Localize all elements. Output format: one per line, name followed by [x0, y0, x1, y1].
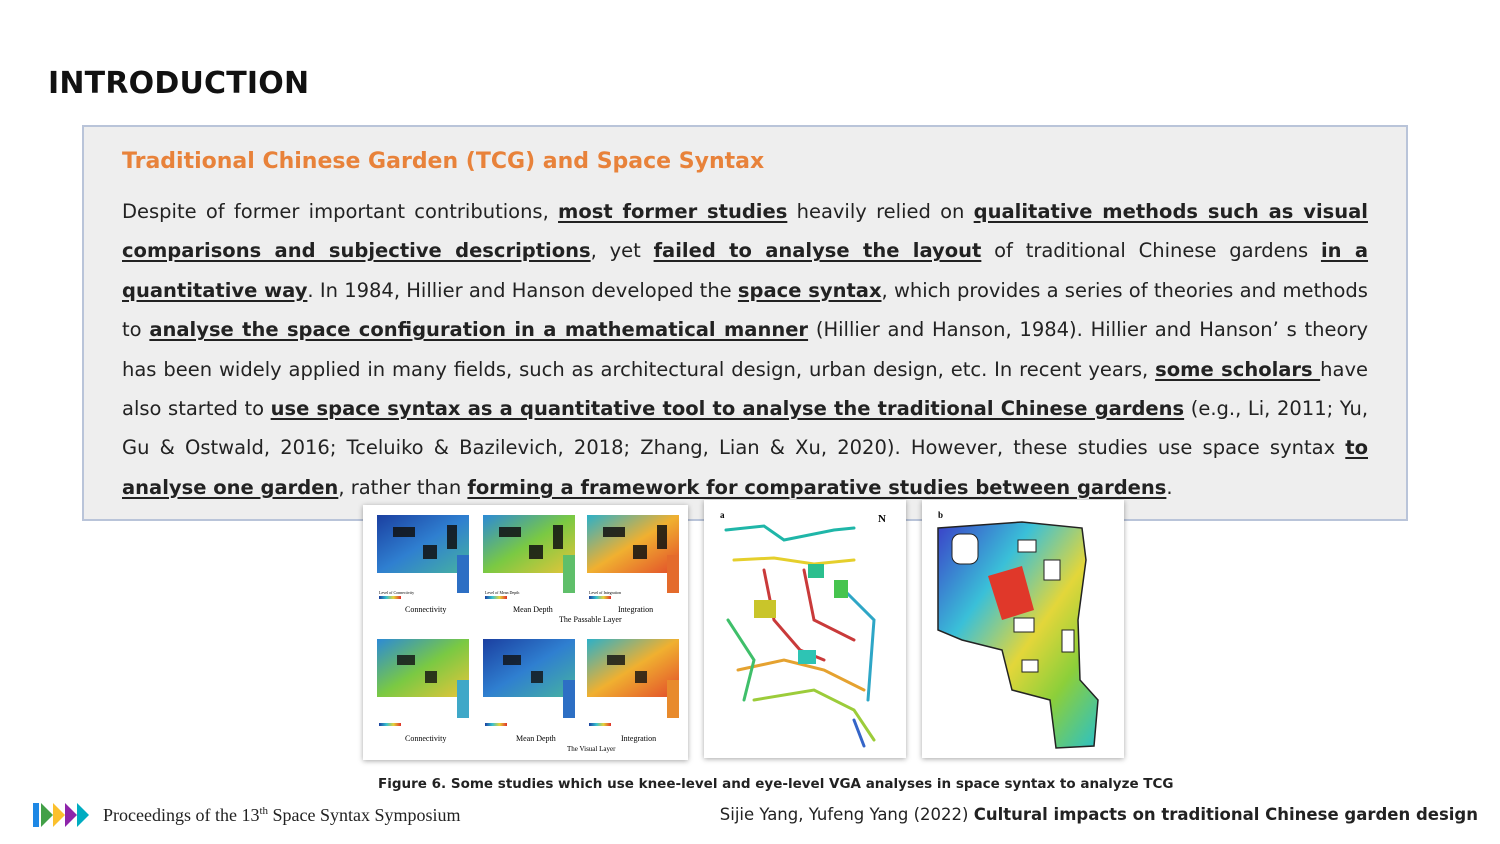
text-run: heavily relied on	[787, 200, 974, 223]
emphasis-phrase: qualitative methods such as visual comparisons and subjective descriptions	[122, 200, 1368, 263]
legend-title-2: Level of Mean Depth	[485, 590, 520, 595]
emphasis-phrase: in a quantitative way	[122, 239, 1369, 302]
figure-vga-grid	[363, 505, 688, 760]
top-layer-label: The Passable Layer	[559, 615, 622, 624]
emphasis-phrase: analyse the space configuration in a mathematical manner	[149, 318, 809, 342]
text-run: , yet	[590, 239, 654, 263]
bottom-label-mean-depth: Mean Depth	[516, 734, 556, 743]
emphasis-phrase: use space syntax as a quantitative tool to analyse the traditional Chinese gardens	[270, 397, 1185, 421]
figure-caption: Figure 6. Some studies which use knee-level and eye-level VGA analyses in space syntax to analyze TCG	[378, 776, 1174, 792]
legend-title-1: Level of Connectivity	[379, 590, 415, 595]
slide-title: INTRODUCTION	[48, 66, 310, 101]
paper-title: Cultural impacts on traditional Chinese garden design	[973, 805, 1478, 824]
legend-title-3: Level of Integration	[589, 590, 621, 595]
panel-body-text	[122, 192, 1368, 507]
text-run: , rather than	[338, 475, 468, 499]
paper-citation	[720, 805, 1478, 824]
figure-axial-map	[704, 500, 906, 758]
text-run: Despite of former important contributions,	[122, 200, 559, 223]
text-run: of traditional Chinese gardens	[981, 239, 1321, 263]
panel-heading: Traditional Chinese Garden (TCG) and Space Syntax	[122, 149, 765, 174]
emphasis-phrase: space syntax	[737, 278, 882, 302]
emphasis-phrase: some scholars	[1155, 357, 1321, 381]
bottom-layer-label: The Visual Layer	[567, 745, 616, 753]
text-run: . In 1984, Hillier and Hanson developed the	[307, 278, 738, 302]
proceedings-label: Proceedings of the 13th Space Syntax Symposium	[103, 805, 461, 825]
emphasis-phrase: failed to analyse the layout	[653, 239, 982, 263]
emphasis-phrase: forming a framework for comparative studies between gardens	[467, 475, 1167, 499]
bottom-label-connectivity: Connectivity	[405, 734, 447, 743]
panel-letter-b: b	[938, 510, 944, 520]
top-label-mean-depth: Mean Depth	[513, 605, 553, 614]
text-run: , which provides a series of theories and methods to	[122, 278, 1368, 342]
paper-authors: Sijie Yang, Yufeng Yang (2022)	[719, 805, 974, 824]
emphasis-phrase: most former studies	[558, 200, 788, 223]
bottom-label-integration: Integration	[621, 734, 657, 743]
text-run: (e.g., Li, 2011; Yu, Gu & Ostwald, 2016; Tceluiko & Bazilevich, 2018; Zhang, Lian & Xu, 2020). However, these studies use space syntax	[122, 397, 1369, 460]
intro-panel	[82, 125, 1408, 521]
top-label-connectivity: Connectivity	[405, 605, 447, 614]
north-arrow-icon: N	[878, 513, 886, 525]
panel-letter-a: a	[720, 510, 725, 520]
figure-vga-heatmap	[922, 500, 1124, 758]
text-run: have also started to	[122, 357, 1368, 421]
symposium-logo-icon	[33, 801, 89, 829]
top-label-integration: Integration	[618, 605, 654, 614]
emphasis-phrase: to analyse one garden	[122, 436, 1368, 499]
text-run: .	[1166, 475, 1173, 499]
text-run: (Hillier and Hanson, 1984). Hillier and Hanson’ s theory has been widely applied in many fields, such as architectural design, urban design, etc. In recent years,	[122, 318, 1369, 381]
